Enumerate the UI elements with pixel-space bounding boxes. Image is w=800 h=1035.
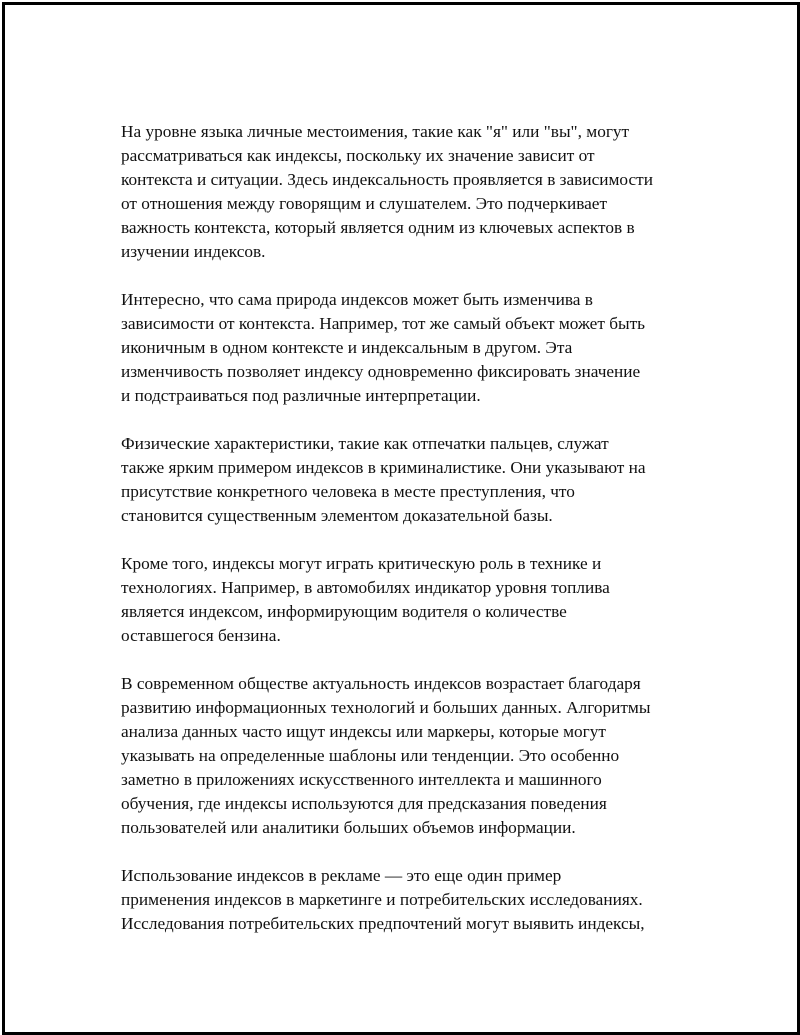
page-frame bbox=[2, 2, 800, 1035]
paragraph-technology: Кроме того, индексы могут играть критическую роль в технике и технологиях. Например, в автомобилях индикатор уровня топлива является индексом, информирующим водителя о количестве оставшегося бензина. bbox=[121, 554, 610, 645]
paragraph-modern-society: В современном обществе актуальность индексов возрастает благодаря развитию информационных технологий и больших данных. Алгоритмы анализа данных часто ищут индексы или маркеры, которые могут указывать на определенные шаблоны или тенденции. Это особенно заметно в приложениях искусственного интеллекта и машинного обучения, где индексы используются для предсказания поведения пользователей или аналитики больших объемов информации. bbox=[121, 674, 651, 837]
paragraph-variable-nature: Интересно, что сама природа индексов может быть изменчива в зависимости от контекста. Например, тот же самый объект может быть иконичным в одном контексте и индексальным в другом. Эта изменчивость позволяет индексу одновременно фиксировать значение и подстраиваться под различные интерпретации. bbox=[121, 290, 646, 405]
paragraph-physical-characteristics: Физические характеристики, такие как отпечатки пальцев, служат также ярким примером индексов в криминалистике. Они указывают на присутствие конкретного человека в месте преступления, что становится существенным элементом доказательной базы. bbox=[121, 434, 646, 525]
paragraph-personal-pronouns: На уровне языка личные местоимения, такие как "я" или "вы", могут рассматриваться как индексы, поскольку их значение зависит от контекста и ситуации. Здесь индексальность проявляется в зависимости от отношения между говорящим и слушателем. Это подчеркивает важность контекста, который является одним из ключевых аспектов в изучении индексов. bbox=[121, 122, 653, 261]
paragraph-advertising: Использование индексов в рекламе — это еще один пример применения индексов в маркетинге и потребительских исследованиях. Исследования потребительских предпочтений могут выявить индексы, bbox=[121, 866, 645, 933]
page-content bbox=[121, 120, 721, 960]
